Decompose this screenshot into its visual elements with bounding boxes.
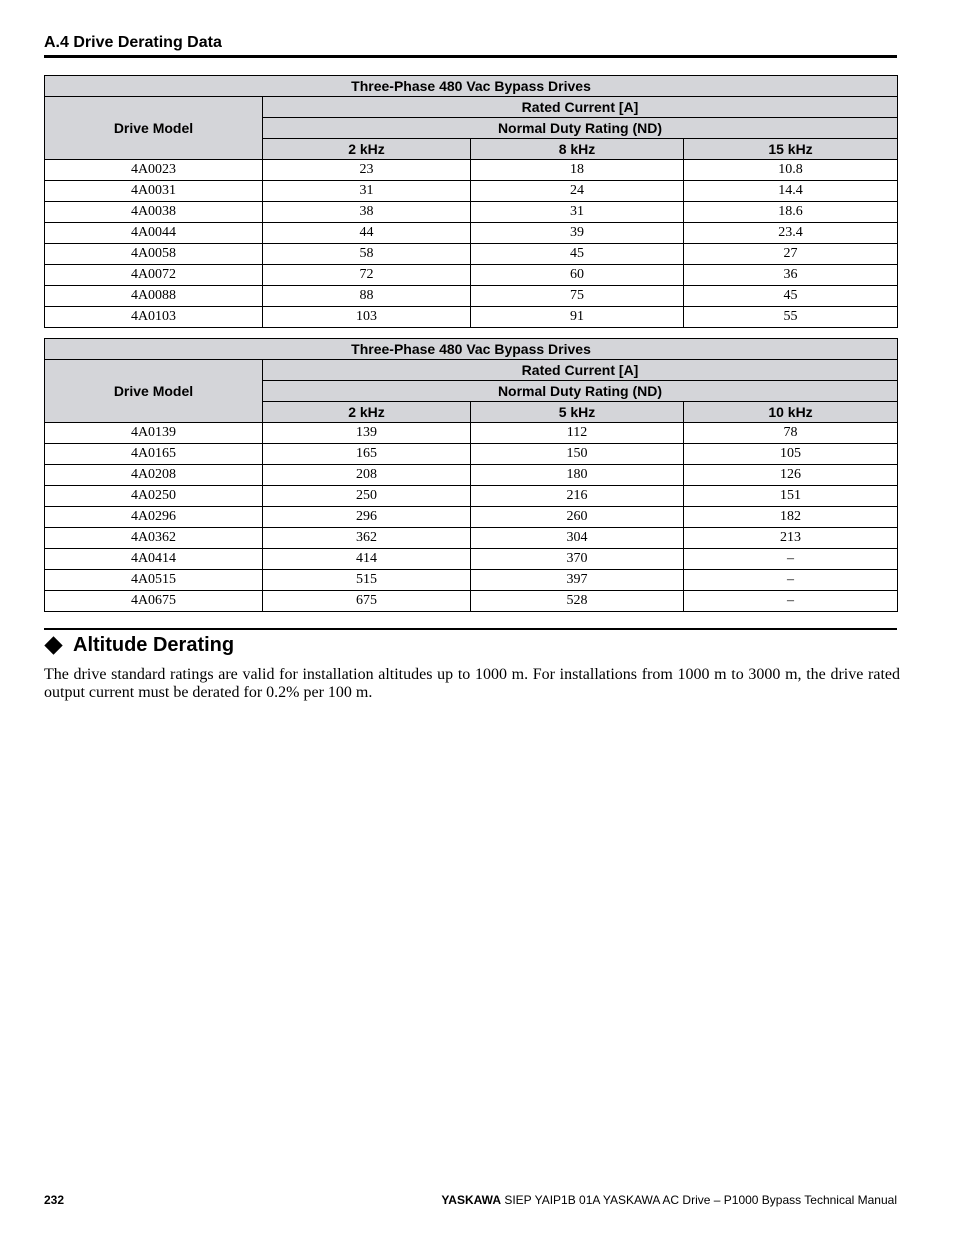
drive-model-cell: 4A0414 [45,549,263,570]
drive-model-cell: 4A0031 [45,181,263,202]
altitude-derating-paragraph: The drive standard ratings are valid for installation altitudes up to 1000 m. For installations from 1000 m to 3000 m, the drive rated output current must be derated for 0.2% per 100 m. [44,666,900,701]
rated-current-cell: 45 [684,286,898,307]
table-row [45,486,898,507]
rated-current-header: Rated Current [A] [263,97,898,118]
rated-current-cell: 105 [684,444,898,465]
column-header-2khz: 2 kHz [263,402,471,423]
drive-model-cell: 4A0088 [45,286,263,307]
rated-current-cell: 528 [471,591,684,612]
rated-current-cell: 18 [471,160,684,181]
rated-current-cell: 38 [263,202,471,223]
drive-model-cell: 4A0058 [45,244,263,265]
column-header-5khz: 5 kHz [471,402,684,423]
drive-model-cell: 4A0250 [45,486,263,507]
table-row [45,265,898,286]
table-row [45,423,898,444]
drive-model-cell: 4A0038 [45,202,263,223]
drive-model-cell: 4A0296 [45,507,263,528]
rated-current-cell: 250 [263,486,471,507]
rated-current-cell: 362 [263,528,471,549]
altitude-derating-heading [44,633,234,657]
drive-model-cell: 4A0044 [45,223,263,244]
table-row [45,528,898,549]
column-header-8khz: 8 kHz [471,139,684,160]
rated-current-cell: 14.4 [684,181,898,202]
table-title: Three-Phase 480 Vac Bypass Drives [45,339,898,360]
table-row [45,223,898,244]
derating-table-1 [44,75,898,328]
rated-current-header: Rated Current [A] [263,360,898,381]
table-row [45,307,898,328]
rated-current-cell: 151 [684,486,898,507]
diamond-icon [44,636,62,654]
column-header-15khz: 15 kHz [684,139,898,160]
column-header-2khz: 2 kHz [263,139,471,160]
rated-current-cell: 216 [471,486,684,507]
table-body [45,160,898,328]
rated-current-cell: 72 [263,265,471,286]
drive-model-cell: 4A0208 [45,465,263,486]
rated-current-cell: 126 [684,465,898,486]
rated-current-cell: 23.4 [684,223,898,244]
table-row [45,465,898,486]
rated-current-cell: 31 [263,181,471,202]
rated-current-cell: 165 [263,444,471,465]
rated-current-cell: 260 [471,507,684,528]
table-row [45,549,898,570]
duty-rating-header: Normal Duty Rating (ND) [263,118,898,139]
rated-current-cell: 58 [263,244,471,265]
drive-model-cell: 4A0165 [45,444,263,465]
rated-current-cell: – [684,549,898,570]
drive-model-cell: 4A0023 [45,160,263,181]
rated-current-cell: 515 [263,570,471,591]
rated-current-cell: 39 [471,223,684,244]
section-header: A.4 Drive Derating Data [44,34,897,58]
table-row [45,181,898,202]
rated-current-cell: 675 [263,591,471,612]
rated-current-cell: 103 [263,307,471,328]
footer-manual-title [441,1193,897,1207]
table-row [45,507,898,528]
table-row [45,591,898,612]
rated-current-cell: – [684,591,898,612]
rated-current-cell: 88 [263,286,471,307]
rated-current-cell: 27 [684,244,898,265]
rated-current-cell: 31 [471,202,684,223]
derating-table-2 [44,338,898,612]
footer-manual: SIEP YAIP1B 01A YASKAWA AC Drive – P1000 Bypass Technical Manual [504,1193,897,1207]
table-row [45,286,898,307]
column-header-10khz: 10 kHz [684,402,898,423]
drive-model-cell: 4A0139 [45,423,263,444]
rated-current-cell: 397 [471,570,684,591]
drive-model-cell: 4A0675 [45,591,263,612]
rated-current-cell: 91 [471,307,684,328]
table-body [45,423,898,612]
rated-current-cell: 78 [684,423,898,444]
rated-current-cell: 296 [263,507,471,528]
rated-current-cell: 44 [263,223,471,244]
footer-brand: YASKAWA [441,1193,501,1207]
rated-current-cell: 45 [471,244,684,265]
rated-current-cell: 10.8 [684,160,898,181]
rated-current-cell: 414 [263,549,471,570]
rated-current-cell: 75 [471,286,684,307]
drive-model-header: Drive Model [45,97,263,160]
rated-current-cell: 182 [684,507,898,528]
section-divider [44,628,897,630]
table-title: Three-Phase 480 Vac Bypass Drives [45,76,898,97]
rated-current-cell: 24 [471,181,684,202]
drive-model-header: Drive Model [45,360,263,423]
drive-model-cell: 4A0362 [45,528,263,549]
page-number: 232 [44,1193,65,1207]
rated-current-cell: 112 [471,423,684,444]
subsection-title: Altitude Derating [73,633,235,656]
rated-current-cell: 139 [263,423,471,444]
rated-current-cell: 150 [471,444,684,465]
rated-current-cell: 55 [684,307,898,328]
drive-model-cell: 4A0515 [45,570,263,591]
duty-rating-header: Normal Duty Rating (ND) [263,381,898,402]
rated-current-cell: 213 [684,528,898,549]
table-row [45,160,898,181]
table-row [45,244,898,265]
drive-model-cell: 4A0103 [45,307,263,328]
rated-current-cell: – [684,570,898,591]
rated-current-cell: 304 [471,528,684,549]
rated-current-cell: 370 [471,549,684,570]
table-row [45,202,898,223]
rated-current-cell: 23 [263,160,471,181]
rated-current-cell: 180 [471,465,684,486]
drive-model-cell: 4A0072 [45,265,263,286]
rated-current-cell: 36 [684,265,898,286]
rated-current-cell: 18.6 [684,202,898,223]
rated-current-cell: 60 [471,265,684,286]
rated-current-cell: 208 [263,465,471,486]
table-row [45,444,898,465]
table-row [45,570,898,591]
